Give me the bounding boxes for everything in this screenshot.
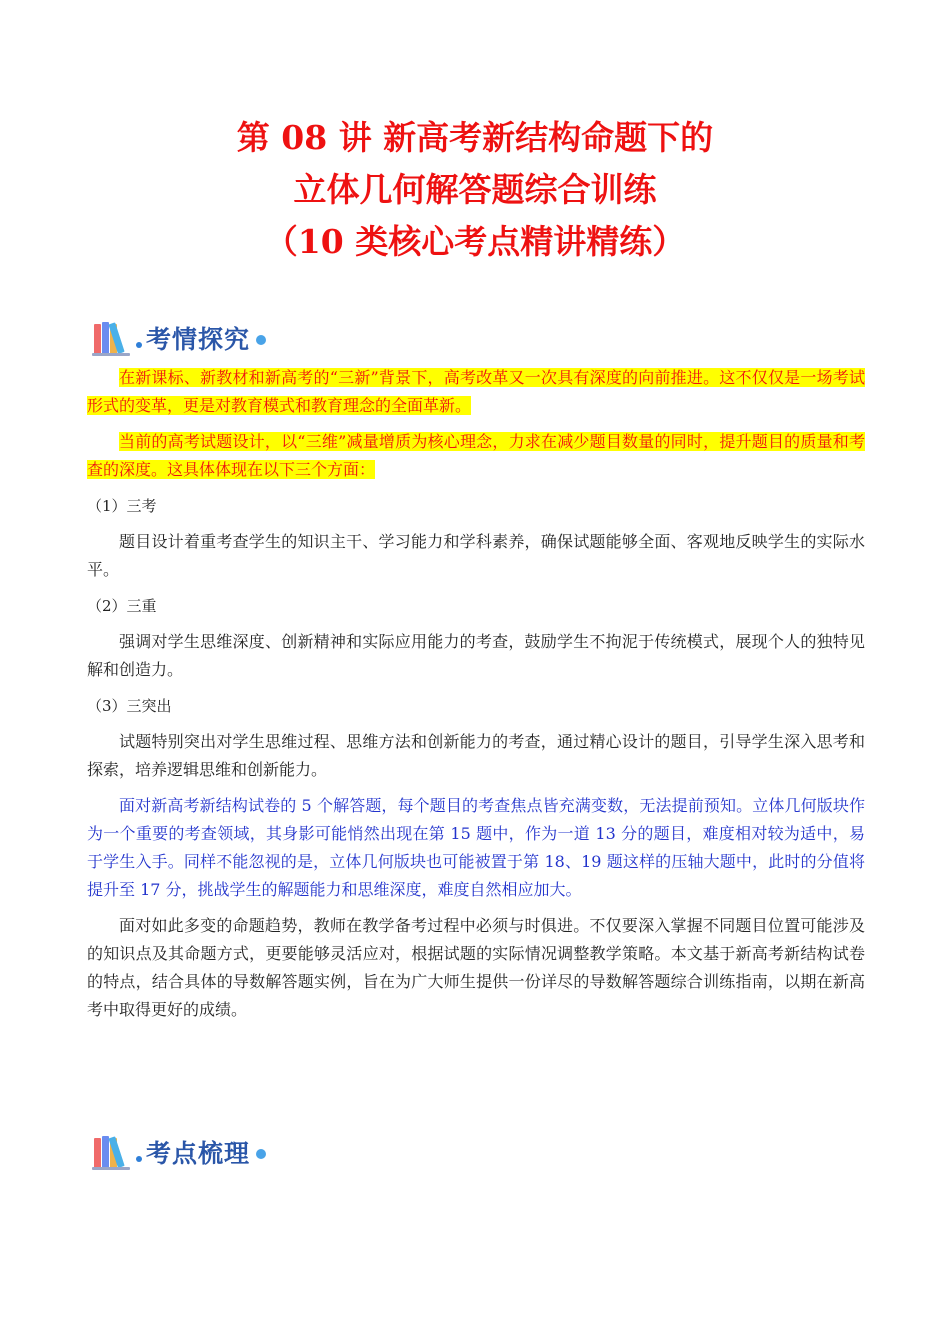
item-text-3: 试题特别突出对学生思维过程、思维方法和创新能力的考查，通过精心设计的题目，引导学生深入思考和探索，培养逻辑思维和创新能力。 xyxy=(87,732,865,779)
intro-paragraph-2 xyxy=(87,428,865,484)
item-heading-2: （2）三重 xyxy=(87,597,157,615)
highlighted-text: 在新课标、新教材和新高考的“三新”背景下，高考改革又一次具有深度的向前推进。这不仅仅是一场考试形式的变革，更是对教育模式和教育理念的全面革新。 xyxy=(87,368,865,415)
dot-icon xyxy=(136,1156,142,1162)
books-icon xyxy=(92,318,132,358)
item-heading-3: （3）三突出 xyxy=(87,697,172,715)
dot-icon xyxy=(136,342,142,348)
dot-icon xyxy=(256,335,266,345)
title-line-2: 立体几何解答题综合训练 xyxy=(293,170,657,209)
section-title: 考点梳理 xyxy=(146,1139,251,1168)
body-content xyxy=(87,364,865,1032)
title-line-1: 第 08 讲 新高考新结构命题下的 xyxy=(236,118,714,157)
item-heading-1: （1）三考 xyxy=(87,497,157,515)
item-text-1: 题目设计着重考查学生的知识主干、学习能力和学科素养，确保试题能够全面、客观地反映学生的实际水平。 xyxy=(87,532,865,579)
intro-paragraph-1 xyxy=(87,364,865,420)
closing-paragraph: 面对如此多变的命题趋势，教师在教学备考过程中必须与时俱进。不仅要深入掌握不同题目位置可能涉及的知识点及其命题方式，更要能够灵活应对，根据试题的实际情况调整教学策略。本文基于新高考新结构试卷的特点，结合具体的导数解答题实例，旨在为广大师生提供一份详尽的导数解答题综合训练指南，以期在新高考中取得更好的成绩。 xyxy=(87,916,865,1019)
dot-icon xyxy=(256,1149,266,1159)
section-header-kaoqing xyxy=(92,316,266,360)
document-title xyxy=(0,112,950,268)
blue-paragraph: 面对新高考新结构试卷的 5 个解答题，每个题目的考查焦点皆充满变数，无法提前预知。立体几何版块作为一个重要的考查领域，其身影可能悄然出现在第 15 题中，作为一道 13 分的题目，难度相对较为适中，易于学生入手。同样不能忽视的是，立体几何版块也可能被置于第 18、19 题这样的压轴大题中，此时的分值将提升至 17 分，挑战学生的解题能力和思维深度，难度自然相应加大。 xyxy=(87,796,865,899)
books-icon xyxy=(92,1132,132,1172)
title-line-3: （10 类核心考点精讲精练） xyxy=(264,222,686,261)
section-title: 考情探究 xyxy=(146,325,251,354)
highlighted-text: 当前的高考试题设计，以“三维”减量增质为核心理念，力求在减少题目数量的同时，提升题目的质量和考查的深度。这具体体现在以下三个方面： xyxy=(87,432,865,479)
item-text-2: 强调对学生思维深度、创新精神和实际应用能力的考查，鼓励学生不拘泥于传统模式，展现个人的独特见解和创造力。 xyxy=(87,632,865,679)
section-header-kaodian xyxy=(92,1130,266,1174)
